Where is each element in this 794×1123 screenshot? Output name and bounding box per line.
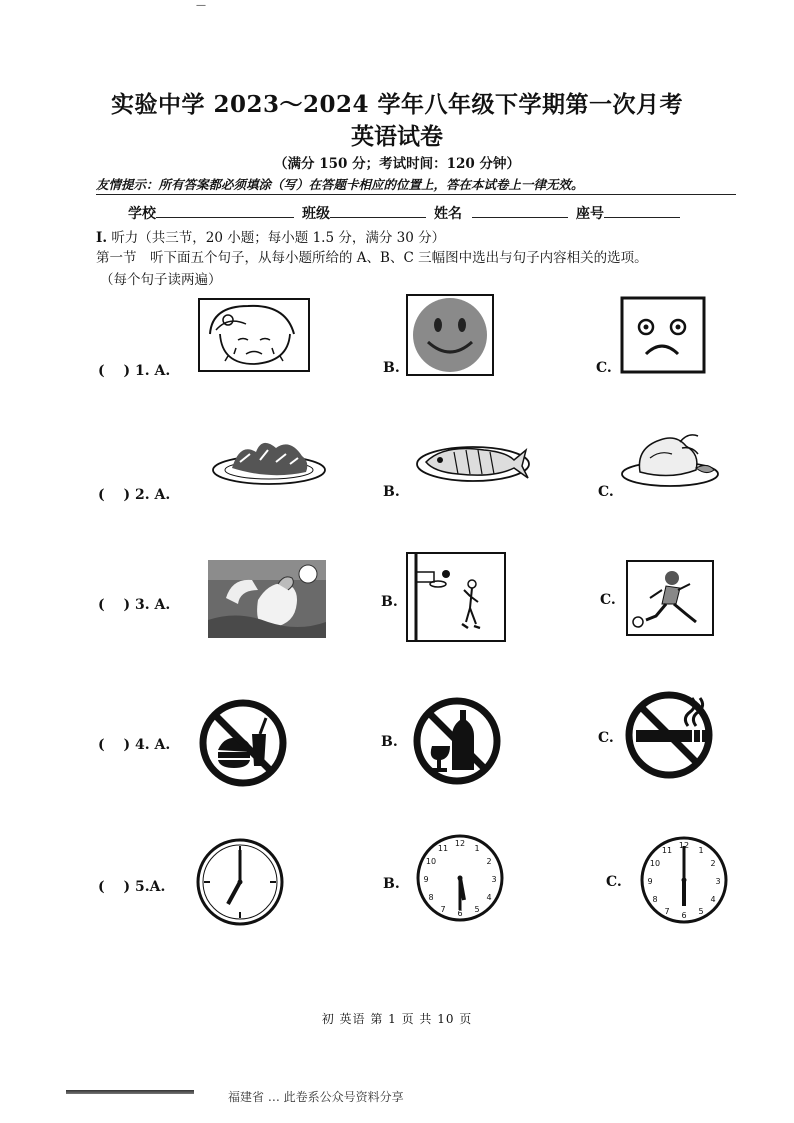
class-blank <box>330 203 426 218</box>
question-1-label: ( ) 1. A. <box>98 363 171 379</box>
exam-score-time: （满分 150 分；考试时间：120 分钟） <box>274 156 520 172</box>
person-in-wind-icon <box>208 560 326 638</box>
svg-text:12: 12 <box>454 839 466 848</box>
question-3-label: ( ) 3. A. <box>98 597 171 613</box>
svg-text:8: 8 <box>428 893 434 902</box>
cut-off-text: — <box>196 0 206 11</box>
svg-text:4: 4 <box>486 893 492 902</box>
name-label: 姓名 <box>434 206 462 222</box>
svg-text:1: 1 <box>474 844 480 853</box>
svg-text:4: 4 <box>710 895 716 904</box>
svg-text:9: 9 <box>647 877 653 886</box>
part1-note: （每个句子读两遍） <box>100 272 222 288</box>
part1-instruction: 第一节 听下面五个句子，从每小题所给的 A、B、C 三幅图中选出与句子内容相关的选项。 <box>96 250 648 266</box>
soccer-player-icon <box>626 560 714 636</box>
svg-text:2: 2 <box>710 859 716 868</box>
svg-text:10: 10 <box>425 857 437 866</box>
svg-text:6: 6 <box>681 911 687 920</box>
question-3-option-c: C. <box>600 592 616 608</box>
svg-text:8: 8 <box>652 895 658 904</box>
crying-girl-icon <box>198 298 310 372</box>
clock-seven-icon <box>194 836 286 928</box>
basketball-player-icon <box>406 552 506 642</box>
seat-blank <box>604 203 680 218</box>
svg-text:5: 5 <box>698 907 704 916</box>
school-blank <box>156 203 294 218</box>
question-1-option-b: B. <box>383 360 400 376</box>
svg-text:3: 3 <box>491 875 497 884</box>
question-5-option-b: B. <box>383 876 400 892</box>
svg-text:9: 9 <box>423 875 429 884</box>
exam-notice: 友情提示：所有答案都必须填涂（写）在答题卡相应的位置上，答在本试卷上一律无效。 <box>96 175 736 195</box>
fish-dish-icon <box>414 436 532 488</box>
student-info-row <box>128 203 688 223</box>
svg-text:6: 6 <box>457 909 463 918</box>
question-1-option-c: C. <box>596 360 612 376</box>
svg-text:7: 7 <box>664 907 670 916</box>
vegetable-dish-icon <box>210 432 328 488</box>
question-4-label: ( ) 4. A. <box>98 737 171 753</box>
page-footer: 初 英语 第 1 页 共 10 页 <box>321 1012 473 1026</box>
name-blank <box>472 203 568 218</box>
question-4-option-c: C. <box>598 730 614 746</box>
smiling-face-icon <box>406 294 494 376</box>
question-5-label: ( ) 5.A. <box>98 879 166 895</box>
question-2-option-b: B. <box>383 484 400 500</box>
no-smoking-sign-icon <box>622 690 716 780</box>
bottom-watermark-text: 福建省 … 此卷系公众号资料分享 <box>228 1090 404 1104</box>
svg-text:12: 12 <box>678 841 690 850</box>
question-2-label: ( ) 2. A. <box>98 487 171 503</box>
no-alcohol-sign-icon <box>410 696 504 786</box>
svg-text:2: 2 <box>486 857 492 866</box>
svg-text:11: 11 <box>661 846 673 855</box>
svg-text:10: 10 <box>649 859 661 868</box>
question-5-option-c: C. <box>606 874 622 890</box>
question-4-option-b: B. <box>381 734 398 750</box>
chicken-dish-icon <box>620 428 720 490</box>
seat-label: 座号 <box>576 206 604 222</box>
school-label: 学校 <box>128 206 156 222</box>
sad-face-icon <box>620 296 706 374</box>
section-heading-text: 听力（共三节，20 小题；每小题 1.5 分，满分 30 分） <box>111 230 446 246</box>
no-food-sign-icon <box>196 698 290 788</box>
svg-text:7: 7 <box>440 905 446 914</box>
clock-six-icon <box>638 832 730 928</box>
question-3-option-b: B. <box>381 594 398 610</box>
question-2-option-c: C. <box>598 484 614 500</box>
svg-text:3: 3 <box>715 877 721 886</box>
bottom-scan-mark <box>66 1090 194 1094</box>
clock-six-thirty-icon <box>414 830 506 926</box>
exam-title: 实验中学 2023～2024 学年八年级下学期第一次月考 <box>110 91 684 118</box>
class-label: 班级 <box>302 206 330 222</box>
svg-text:11: 11 <box>437 844 449 853</box>
svg-text:5: 5 <box>474 905 480 914</box>
exam-subject: 英语试卷 <box>351 123 443 150</box>
svg-text:1: 1 <box>698 846 704 855</box>
section-heading <box>96 226 445 246</box>
section-number: I. <box>96 230 108 246</box>
